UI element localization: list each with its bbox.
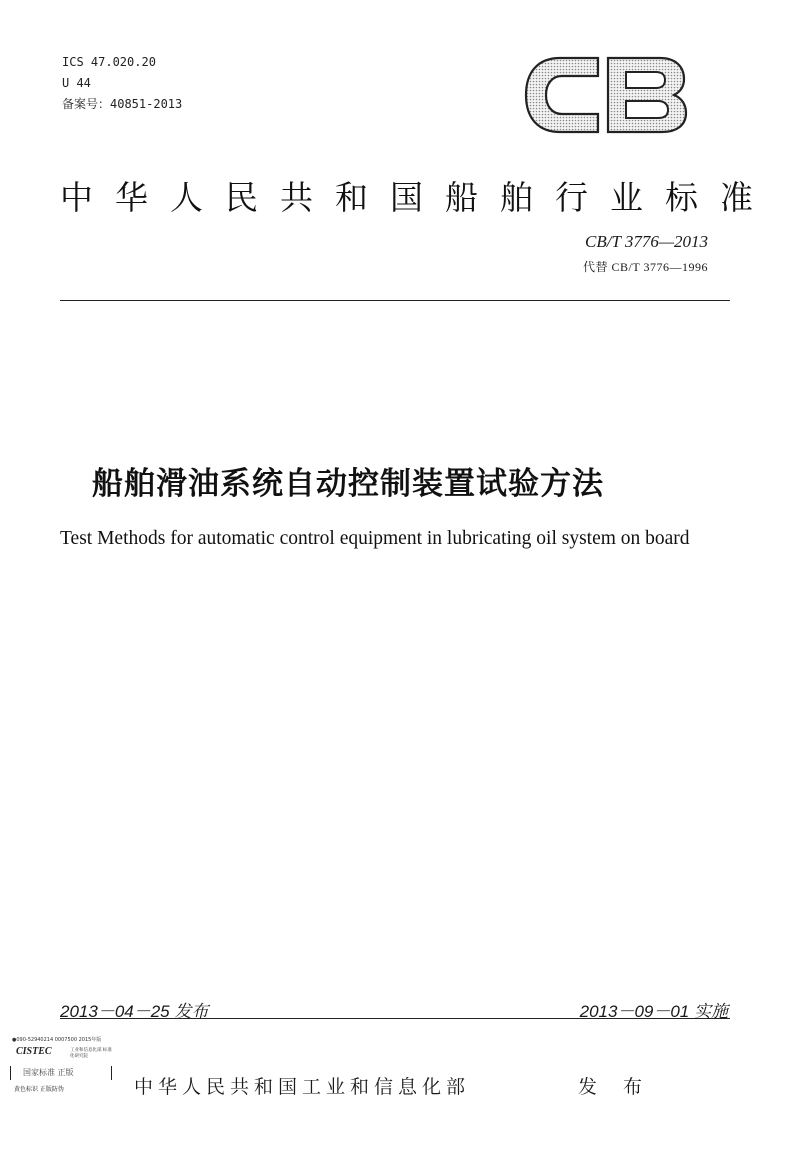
- issuing-authority: 中华人民共和国工业和信息化部: [134, 1076, 471, 1098]
- industry-standard-title: 中华人民共和国船舶行业标准: [60, 178, 775, 217]
- anti-counterfeit-stamp: [10, 1036, 120, 1098]
- stamp-brand: CISTEC: [16, 1046, 52, 1057]
- ccs-code: U 44: [62, 76, 91, 90]
- stamp-subtitle: 工业和信息化部 标准化研究院: [70, 1048, 112, 1059]
- issue-date: 2013－04－25 发布: [60, 1002, 209, 1021]
- document-title-zh: 船舶滑油系统自动控制装置试验方法: [92, 466, 604, 502]
- cb-logo-icon: [520, 50, 690, 140]
- stamp-footer: 黄色标识 正版防伪: [14, 1086, 64, 1093]
- document-title-en: Test Methods for automatic control equipment in lubricating oil system on board: [60, 528, 690, 549]
- stamp-box: [10, 1066, 112, 1080]
- top-divider: [60, 300, 730, 301]
- filing-number: 备案号：40851-2013: [62, 97, 183, 111]
- ics-code: ICS 47.020.20: [62, 55, 156, 69]
- stamp-serial: ●090-52940214 0007500 2015年版: [12, 1037, 102, 1043]
- replaces-standard: 代替 CB/T 3776—1996: [583, 260, 708, 274]
- classification-block: [62, 52, 182, 115]
- bottom-divider: [60, 1018, 730, 1019]
- issued-label: 发 布: [578, 1076, 653, 1098]
- implementation-date: 2013－09－01 实施: [579, 1002, 728, 1021]
- stamp-box-text: 国家标准 正版: [23, 1068, 74, 1077]
- standard-number: CB/T 3776—2013: [585, 232, 708, 251]
